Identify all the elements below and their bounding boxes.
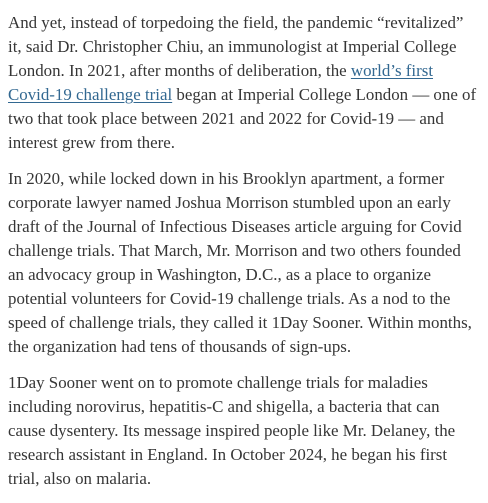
paragraph-joshua-morrison: In 2020, while locked down in his Brooklyn apartment, a former corporate lawyer named Joshua Morrison stumbled upon an early draft of the Journal of Infectious Diseases article arguing for Covid challenge trials. That March, Mr. Morrison and two others founded an advocacy group in Washington, D.C., as a place to organize potential volunteers for Covid-19 challenge trials. As a nod to the speed of challenge trials, they called it 1Day Sooner. Within months, the organization had tens of thousands of sign-ups. — [8, 169, 472, 356]
paragraph-text: And yet, instead of torpedoing the field, the pandemic “revitalized” it, said Dr. Christopher Chiu, an immunologist at Imperial College London. In 2021, after months of deliberation, the — [8, 13, 464, 80]
article-body — [8, 11, 480, 503]
challenge-trial-link[interactable]: world’s first Covid-19 challenge trial — [8, 61, 434, 104]
paragraph-pandemic-revitalized — [8, 11, 480, 155]
paragraph-text: began at Imperial College London — one of two that took place between 2021 and 2022 for Covid-19 — and interest grew from there. — [8, 85, 477, 152]
paragraph-1day-sooner: 1Day Sooner went on to promote challenge trials for maladies including norovirus, hepatitis-C and shigella, a bacteria that can cause dysentery. Its message inspired people like Mr. Delaney, the research assistant in England. In October 2024, he began his first trial, also on malaria. — [8, 373, 456, 488]
